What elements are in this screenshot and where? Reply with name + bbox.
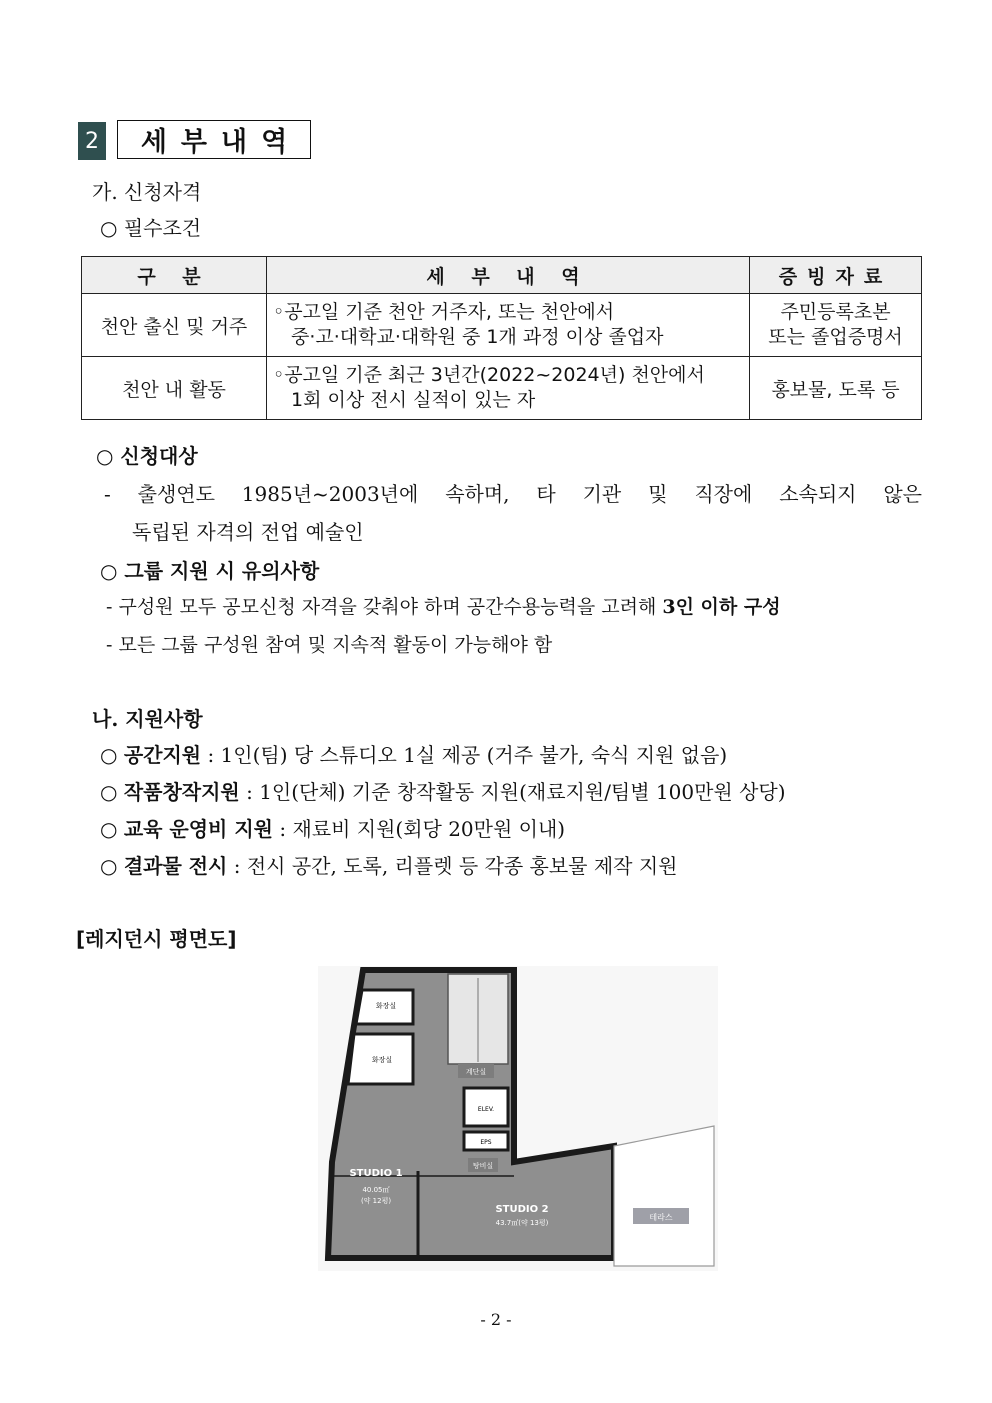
table-header: 세 부 내 역	[267, 257, 750, 294]
support-item	[100, 739, 727, 768]
requirements-table	[81, 256, 922, 420]
studio2-label: STUDIO 2	[495, 1204, 549, 1215]
target-line-2: 독립된 자격의 전업 예술인	[132, 520, 364, 544]
circle-bullet-icon: ○	[100, 817, 124, 841]
support-item-title: 결과물 전시	[123, 854, 228, 878]
circle-bullet-icon: ○	[96, 444, 121, 468]
support-item-title: 교육 운영비 지원	[123, 817, 273, 841]
section-title: 세부내역	[117, 120, 311, 159]
studio1-label: STUDIO 1	[349, 1168, 403, 1179]
section-number: 2	[78, 122, 106, 160]
stairs-label: 계단실	[465, 1068, 487, 1076]
detail-line: ◦공고일 기준 최근 3년간(2022~2024년) 천안에서	[273, 364, 705, 386]
table-cell-category: 천안 내 활동	[82, 357, 267, 420]
support-item-text: : 전시 공간, 도록, 리플렛 등 각종 홍보물 제작 지원	[227, 854, 678, 878]
terrace-label: 테라스	[649, 1213, 673, 1222]
eps-label: EPS	[480, 1139, 492, 1146]
support-item-text: : 1인(단체) 기준 창작활동 지원(재료지원/팀별 100만원 상당)	[239, 780, 786, 804]
circle-bullet-icon: ○	[100, 780, 124, 804]
group-line-1	[106, 592, 781, 619]
floorplan-image	[318, 966, 718, 1271]
support-heading: 나. 지원사항	[92, 707, 203, 731]
circle-bullet-icon: ○	[100, 559, 125, 583]
support-item-title: 공간지원	[123, 743, 202, 767]
circle-bullet-icon: ○	[100, 743, 124, 767]
proof-line: 주민등록초본	[780, 301, 891, 323]
target-heading	[96, 440, 198, 469]
support-item-title: 작품창작지원	[123, 780, 240, 804]
proof-line: 또는 졸업증명서	[768, 326, 903, 348]
table-row	[82, 294, 922, 357]
floorplan-caption: [레지던시 평면도]	[76, 927, 237, 951]
toilet-label: 화장실	[375, 1002, 397, 1010]
group-line-2: - 모든 그룹 구성원 참여 및 지속적 활동이 가능해야 함	[106, 634, 553, 656]
support-item	[100, 813, 565, 842]
terrace-area	[614, 1126, 714, 1266]
group-heading-label: 그룹 지원 시 유의사항	[124, 559, 320, 583]
required-conditions	[100, 212, 201, 241]
target-heading-label: 신청대상	[120, 444, 198, 468]
circle-bullet-icon: ○	[100, 216, 118, 240]
detail-line: 1회 이상 전시 실적이 있는 자	[291, 389, 536, 411]
table-row	[82, 357, 922, 420]
table-header-row	[82, 257, 922, 294]
group-line-1-text: - 구성원 모두 공모신청 자격을 갖춰야 하며 공간수용능력을 고려해	[106, 596, 663, 618]
elev-label: ELEV.	[477, 1106, 495, 1113]
table-header: 증빙자료	[750, 257, 922, 294]
table-cell-category: 천안 출신 및 거주	[82, 294, 267, 357]
support-item	[100, 850, 678, 879]
toilet-label: 화장실	[371, 1056, 393, 1064]
support-item-text: : 재료비 지원(회당 20만원 이내)	[272, 817, 566, 841]
support-item	[100, 776, 786, 805]
tangbi-label: 탕비실	[472, 1162, 494, 1170]
eligibility-heading: 가. 신청자격	[92, 180, 202, 204]
group-line-1-emphasis: 3인 이하 구성	[662, 596, 781, 618]
studio1-pyeong: (약 12평)	[360, 1197, 392, 1205]
studio2-area: 43.7㎡(약 13평)	[495, 1219, 549, 1227]
circle-bullet-icon: ○	[100, 854, 124, 878]
studio1-area: 40.05㎡	[362, 1186, 390, 1194]
table-cell-proof	[750, 294, 922, 357]
detail-line: 중·고·대학교·대학원 중 1개 과정 이상 졸업자	[291, 326, 664, 348]
page-number: - 2 -	[480, 1310, 512, 1329]
support-item-text: : 1인(팀) 당 스튜디오 1실 제공 (거주 불가, 숙식 지원 없음)	[201, 743, 728, 767]
table-header: 구 분	[82, 257, 267, 294]
table-cell-detail	[267, 294, 750, 357]
required-label: 필수조건	[123, 216, 202, 240]
table-cell-proof: 홍보물, 도록 등	[750, 357, 922, 420]
group-heading	[100, 555, 319, 584]
target-line-1: - 출생연도 1985년~2003년에 속하며, 타 기관 및 직장에 소속되지 않은	[104, 482, 922, 506]
detail-line: ◦공고일 기준 천안 거주자, 또는 천안에서	[273, 301, 615, 323]
table-cell-detail	[267, 357, 750, 420]
